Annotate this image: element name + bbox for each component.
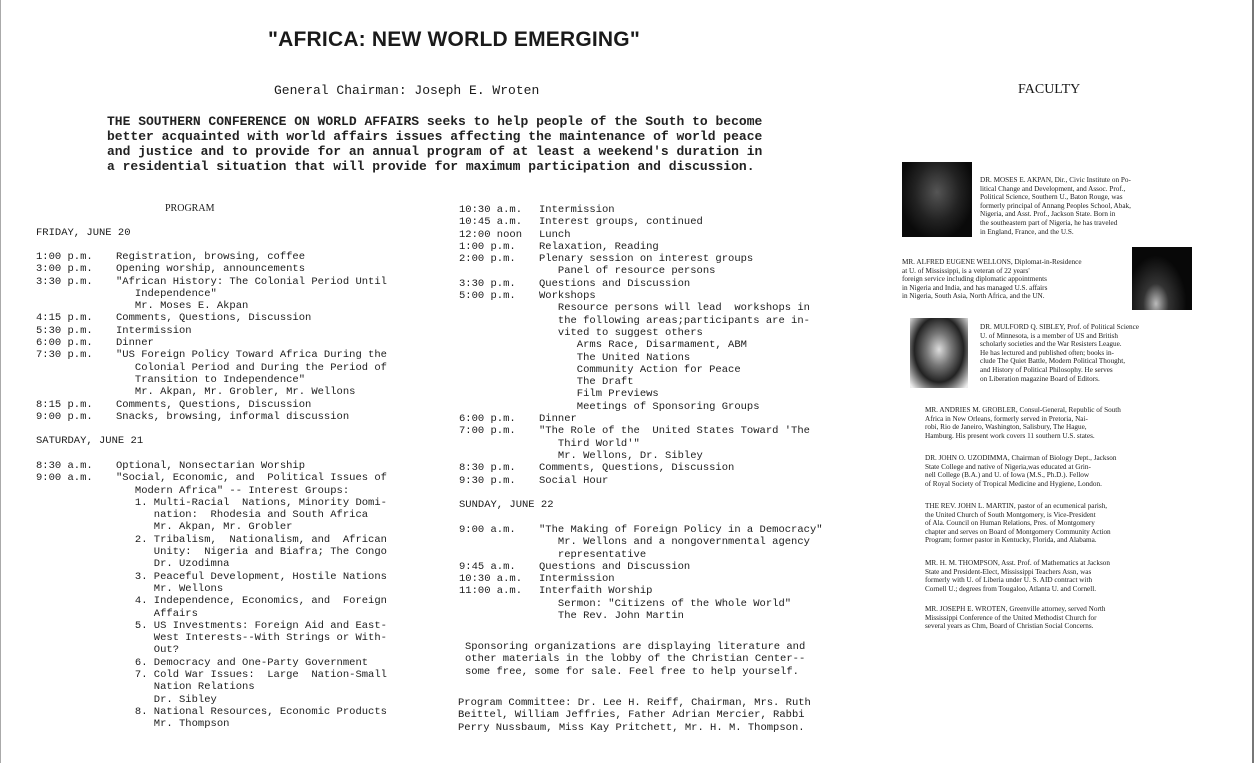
schedule-description: Interest groups, continued (539, 216, 703, 229)
schedule-time: 8:30 p.m. (459, 462, 516, 475)
schedule-time (459, 376, 539, 388)
schedule-row (459, 241, 819, 253)
bio-line: the southeastern part of Nigeria, he has traveled (980, 218, 1118, 227)
bio-line: Mississippi Conference of the United Methodist Church for (925, 613, 1097, 622)
schedule-row (36, 620, 396, 632)
schedule-description: 1. Multi-Racial Nations, Minority Domi- (116, 496, 387, 509)
schedule-time: 8:30 a.m. (36, 460, 93, 472)
bio-line: in Nigeria, South Asia, North Africa, and the UN. (902, 292, 1045, 301)
schedule-row (36, 312, 396, 324)
schedule-description: Interfaith Worship (539, 585, 653, 598)
bio-line: of Ala. Council on Human Relations, Pres. of Montgomery (925, 519, 1095, 528)
schedule-time (36, 718, 116, 730)
schedule-description: Intermission (116, 324, 192, 337)
schedule-description: Unity: Nigeria and Biafra; The Congo (116, 546, 387, 559)
bio-akpan (980, 176, 1131, 236)
schedule-description: Arms Race, Disarmament, ABM (539, 339, 747, 352)
schedule-description: Independence" (116, 287, 217, 300)
schedule-description: West Interests--With Strings or With- (116, 632, 387, 645)
schedule-row (36, 718, 396, 730)
saturday-heading: SATURDAY, JUNE 21 (36, 435, 144, 447)
schedule-row (459, 549, 829, 561)
schedule-description: Nation Relations (116, 681, 255, 694)
schedule-row (459, 475, 819, 487)
schedule-time (36, 497, 116, 509)
schedule-time: 3:30 p.m. (459, 277, 516, 290)
schedule-time (459, 327, 539, 339)
schedule-description: 8. National Resources, Economic Products (116, 705, 387, 718)
schedule-row (36, 657, 396, 669)
schedule-row (459, 573, 829, 585)
sponsoring-line: some free, some for sale. Feel free to help yourself. (465, 665, 799, 678)
bio-line: He has lectured and published often; books in- (980, 348, 1114, 357)
schedule-description: Panel of resource persons (539, 265, 716, 278)
schedule-time (459, 265, 539, 277)
bio-wellons (902, 258, 1082, 301)
intro-paragraph (107, 114, 763, 174)
schedule-row (459, 278, 819, 290)
schedule-description: Questions and Discussion (539, 560, 691, 573)
bio-line: in England, France, and the U.S. (980, 227, 1074, 236)
general-chairman: General Chairman: Joseph E. Wroten (274, 83, 540, 98)
schedule-time (36, 632, 116, 644)
schedule-row (459, 216, 819, 228)
bio-uzodimma (925, 454, 1116, 488)
schedule-time (459, 610, 539, 622)
sibley-photo (910, 318, 968, 388)
schedule-description: representative (539, 548, 647, 561)
schedule-row (36, 349, 396, 361)
bio-line: Nigeria, and Asst. Prof., Jackson State. Born in (980, 210, 1116, 219)
schedule-description: Affairs (116, 607, 198, 620)
intro-line: a residential situation that will provide for maximum participation and discussion. (107, 159, 755, 174)
friday-heading: FRIDAY, JUNE 20 (36, 227, 131, 239)
schedule-row (36, 337, 396, 349)
schedule-row (459, 610, 829, 622)
schedule-row (459, 265, 819, 277)
schedule-time (36, 534, 116, 546)
schedule-time: 4:15 p.m. (36, 312, 93, 325)
schedule-row (36, 362, 396, 374)
schedule-description: "The Making of Foreign Policy in a Democracy" (539, 524, 823, 536)
bio-line: Political Science, Southern U., Baton Rouge, was (980, 193, 1123, 202)
bio-line: formerly principal of Annang Peoples School, Abak, (980, 201, 1131, 210)
schedule-time (36, 546, 116, 558)
schedule-description: Film Previews (539, 388, 659, 401)
schedule-time (36, 681, 116, 693)
bio-line: foreign service including diplomatic appointments (902, 275, 1047, 284)
schedule-time (36, 288, 116, 300)
bio-thompson (925, 559, 1110, 593)
schedule-row (36, 534, 396, 546)
schedule-time: 5:00 p.m. (459, 290, 516, 303)
schedule-description: Registration, browsing, coffee (116, 251, 306, 263)
bio-line: scholarly societies and the War Resisters League. (980, 340, 1122, 349)
schedule-description: Comments, Questions, Discussion (116, 312, 312, 325)
schedule-row (459, 561, 829, 573)
schedule-description: The Rev. John Martin (539, 610, 684, 623)
wellons-photo (1132, 247, 1192, 310)
schedule-time (459, 401, 539, 413)
schedule-row (459, 253, 819, 265)
schedule-row (459, 352, 819, 364)
intro-line: better acquainted with world affairs issues affecting the maintenance of world peace (107, 129, 763, 144)
schedule-row (36, 325, 396, 337)
schedule-row (459, 598, 829, 610)
schedule-row (36, 694, 396, 706)
schedule-description: Community Action for Peace (539, 363, 741, 376)
schedule-description: Optional, Nonsectarian Worship (116, 460, 306, 472)
schedule-row (36, 608, 396, 620)
bio-line: nell College (B.A.) and U. of Iowa (M.S., Ph.D.). Fellow (925, 471, 1090, 480)
schedule-time (459, 536, 539, 548)
sponsoring-note (465, 641, 805, 678)
schedule-row (36, 472, 396, 484)
program-label: PROGRAM (165, 203, 215, 214)
saturday-schedule (36, 460, 396, 731)
schedule-row (36, 571, 396, 583)
schedule-row (36, 558, 396, 570)
schedule-row (36, 485, 396, 497)
intro-line: THE SOUTHERN CONFERENCE ON WORLD AFFAIRS seeks to help people of the South to become (107, 114, 763, 129)
schedule-time (36, 669, 116, 681)
schedule-row (36, 521, 396, 533)
schedule-time (36, 362, 116, 374)
schedule-time: 7:30 p.m. (36, 349, 93, 362)
schedule-row (36, 583, 396, 595)
schedule-description: Comments, Questions, Discussion (116, 398, 312, 411)
schedule-time: 9:30 p.m. (459, 474, 516, 487)
schedule-time (459, 302, 539, 314)
schedule-description: Intermission (539, 204, 615, 216)
schedule-row (36, 411, 396, 423)
schedule-time (459, 438, 539, 450)
schedule-row (459, 376, 819, 388)
sponsoring-line: other materials in the lobby of the Christian Center-- (465, 653, 806, 666)
schedule-row (459, 450, 819, 462)
schedule-row (36, 509, 396, 521)
sponsoring-line: Sponsoring organizations are displaying literature and (465, 641, 806, 653)
schedule-row (36, 263, 396, 275)
schedule-description: "Social, Economic, and Political Issues of (116, 472, 387, 485)
schedule-description: Relaxation, Reading (539, 240, 659, 253)
schedule-row (36, 546, 396, 558)
schedule-row (459, 327, 819, 339)
schedule-row (459, 388, 819, 400)
schedule-description: 7. Cold War Issues: Large Nation-Small (116, 669, 387, 682)
schedule-row (36, 669, 396, 681)
schedule-time (36, 608, 116, 620)
schedule-description: 4. Independence, Economics, and Foreign (116, 595, 387, 608)
bio-line: THE REV. JOHN L. MARTIN, pastor of an ecumenical parish, (925, 502, 1108, 510)
page-title: "AFRICA: NEW WORLD EMERGING" (268, 28, 640, 51)
bio-line: on Liberation magazine Board of Editors. (980, 374, 1100, 383)
committee-line: Program Committee: Dr. Lee H. Reiff, Chairman, Mrs. Ruth (458, 697, 811, 709)
schedule-row (459, 229, 819, 241)
schedule-row (459, 536, 829, 548)
schedule-time: 1:00 p.m. (36, 251, 93, 263)
bio-line: clude The Quiet Battle, Modern Political Thought, (980, 357, 1126, 366)
bio-wroten (925, 605, 1105, 631)
schedule-description: Sermon: "Citizens of the Whole World" (539, 597, 792, 610)
schedule-description: the following areas;participants are in- (539, 314, 810, 327)
schedule-time (459, 352, 539, 364)
schedule-description: The United Nations (539, 351, 691, 364)
schedule-description: Opening worship, announcements (116, 263, 306, 276)
schedule-description: Meetings of Sponsoring Groups (539, 400, 760, 413)
schedule-time: 9:00 a.m. (36, 472, 93, 485)
schedule-row (36, 706, 396, 718)
schedule-description: Modern Africa" -- Interest Groups: (116, 484, 350, 497)
bio-line: Africa in New Orleans, formerly served in Pretoria, Nai- (925, 414, 1088, 423)
schedule-row (459, 425, 819, 437)
page-edge (0, 0, 1, 763)
bio-line: State and President-Elect, Mississippi Teachers Assn, was (925, 567, 1092, 576)
schedule-row (36, 300, 396, 312)
schedule-time: 5:30 p.m. (36, 324, 93, 337)
bio-grobler (925, 406, 1121, 440)
schedule-description: 3. Peaceful Development, Hostile Nations (116, 570, 387, 583)
bio-line: Program; former pastor in Kentucky, Florida, and Alabama. (925, 536, 1097, 545)
schedule-time (36, 485, 116, 497)
bio-line: Hamburg. His present work covers 11 southern U.S. states. (925, 431, 1095, 440)
schedule-description: Questions and Discussion (539, 277, 691, 290)
bio-line: MR. JOSEPH E. WROTEN, Greenville attorney, served North (925, 605, 1106, 613)
schedule-time (36, 558, 116, 570)
bio-line: MR. ANDRIES M. GROBLER, Consul-General, Republic of South (925, 406, 1121, 414)
schedule-row (36, 276, 396, 288)
schedule-time (36, 583, 116, 595)
schedule-time (36, 386, 116, 398)
schedule-row (36, 399, 396, 411)
schedule-description: 6. Democracy and One-Party Government (116, 656, 369, 669)
schedule-row (36, 288, 396, 300)
schedule-description: Mr. Wellons and a nongovernmental agency (539, 536, 810, 549)
schedule-time (36, 694, 116, 706)
schedule-description: Workshops (539, 290, 596, 303)
schedule-description: Snacks, browsing, informal discussion (116, 410, 350, 423)
schedule-time (36, 571, 116, 583)
schedule-row (459, 204, 819, 216)
sunday-heading: SUNDAY, JUNE 22 (459, 499, 554, 511)
page-edge (1252, 0, 1254, 763)
schedule-time (36, 620, 116, 632)
schedule-time: 2:00 p.m. (459, 253, 516, 266)
schedule-time: 1:00 p.m. (459, 240, 516, 253)
schedule-row (36, 632, 396, 644)
schedule-time (459, 315, 539, 327)
schedule-row (459, 302, 819, 314)
schedule-time: 3:30 p.m. (36, 275, 93, 288)
bio-line: DR. MULFORD Q. SIBLEY, Prof. of Political Science (980, 323, 1139, 331)
schedule-time (36, 521, 116, 533)
schedule-row (36, 374, 396, 386)
akpan-photo (902, 162, 972, 237)
schedule-time (459, 549, 539, 561)
schedule-description: Comments, Questions, Discussion (539, 462, 735, 475)
committee-line: Beittel, William Jeffries, Father Adrian Mercier, Rabbi (458, 709, 805, 722)
schedule-row (459, 585, 829, 597)
schedule-time: 6:00 p.m. (459, 413, 516, 426)
bio-line: of Royal Society of Tropical Medicine and Hygiene, London. (925, 479, 1102, 488)
schedule-time: 7:00 p.m. (459, 425, 516, 438)
schedule-description: "African History: The Colonial Period Until (116, 275, 387, 288)
bio-martin (925, 502, 1111, 545)
schedule-time (459, 598, 539, 610)
schedule-row (459, 290, 819, 302)
schedule-time (36, 509, 116, 521)
schedule-time (36, 644, 116, 656)
bio-line: the United Church of South Montgomery, is Vice-President (925, 510, 1096, 519)
bio-line: formerly with U. of Liberia under U. S. AID contract with (925, 576, 1093, 585)
schedule-row (36, 460, 396, 472)
faculty-heading: FACULTY (1018, 82, 1081, 97)
bio-line: robi, Rio de Janeiro, Washington, Salisbury, The Hague, (925, 423, 1087, 432)
schedule-time (36, 595, 116, 607)
schedule-description: Intermission (539, 573, 615, 586)
program-committee (458, 697, 811, 734)
schedule-time: 9:00 a.m. (459, 524, 516, 536)
schedule-time (459, 450, 539, 462)
schedule-description: 2. Tribalism, Nationalism, and African (116, 533, 387, 546)
schedule-description: Mr. Thompson (116, 718, 230, 731)
schedule-time (459, 364, 539, 376)
schedule-time: 6:00 p.m. (36, 337, 93, 350)
intro-line: and justice and to provide for an annual program of at least a weekend's duration in (107, 144, 763, 159)
bio-line: at U. of Mississippi, is a veteran of 22 years' (902, 266, 1030, 275)
schedule-time (36, 374, 116, 386)
schedule-description: Lunch (539, 228, 571, 241)
schedule-row (459, 401, 819, 413)
schedule-description: Mr. Wellons, Dr. Sibley (539, 449, 703, 462)
bio-line: MR. ALFRED EUGENE WELLONS, Diplomat-in-Residence (902, 258, 1082, 266)
schedule-time: 10:30 a.m. (459, 573, 523, 586)
schedule-row (459, 339, 819, 351)
bio-line: U. of Minnesota, is a member of US and British (980, 331, 1118, 340)
schedule-description: Colonial Period and During the Period of (116, 361, 387, 374)
schedule-row (36, 644, 396, 656)
schedule-time: 10:30 a.m. (459, 204, 523, 216)
bio-line: State College and native of Nigeria,was educated at Grin- (925, 462, 1091, 471)
schedule-time (36, 706, 116, 718)
schedule-description: Plenary session on interest groups (539, 253, 754, 266)
schedule-time (459, 339, 539, 351)
schedule-time: 10:45 a.m. (459, 216, 523, 229)
schedule-row (459, 524, 829, 536)
bio-line: MR. H. M. THOMPSON, Asst. Prof. of Mathematics at Jackson (925, 559, 1110, 567)
schedule-row (36, 386, 396, 398)
schedule-row (459, 364, 819, 376)
bio-sibley (980, 323, 1139, 383)
schedule-description: Out? (116, 644, 180, 657)
bio-line: DR. JOHN O. UZODIMMA, Chairman of Biology Dept., Jackson (925, 454, 1117, 462)
schedule-time: 9:00 p.m. (36, 410, 93, 423)
schedule-row (459, 315, 819, 327)
schedule-description: The Draft (539, 376, 634, 389)
schedule-time: 12:00 noon (459, 228, 523, 241)
schedule-time: 8:15 p.m. (36, 398, 93, 411)
schedule-description: Resource persons will lead workshops in (539, 302, 810, 315)
schedule-time (36, 657, 116, 669)
schedule-description: Dinner (539, 413, 577, 426)
schedule-row (459, 438, 819, 450)
friday-schedule (36, 251, 396, 423)
bio-line: DR. MOSES E. AKPAN, Dir., Civic Institute on Po- (980, 176, 1131, 184)
bio-line: in Nigeria and India, and has managed U.S. affairs (902, 283, 1048, 292)
schedule-description: 5. US Investments: Foreign Aid and East- (116, 619, 387, 632)
saturday-continued-schedule (459, 204, 819, 487)
schedule-description: Transition to Independence" (116, 373, 306, 386)
schedule-row (459, 462, 819, 474)
schedule-description: Dr. Uzodimna (116, 558, 230, 571)
schedule-row (36, 251, 396, 263)
schedule-description: Social Hour (539, 474, 609, 487)
schedule-description: Mr. Wellons (116, 582, 224, 595)
schedule-time (459, 388, 539, 400)
schedule-description: "The Role of the United States Toward 'The (539, 425, 810, 438)
schedule-description: nation: Rhodesia and South Africa (116, 509, 369, 522)
schedule-description: "US Foreign Policy Toward Africa During the (116, 349, 387, 362)
schedule-row (36, 681, 396, 693)
schedule-row (36, 497, 396, 509)
sunday-schedule (459, 524, 829, 622)
schedule-description: vited to suggest others (539, 326, 703, 339)
schedule-row (459, 413, 819, 425)
schedule-time (36, 300, 116, 312)
bio-line: litical Change and Development, and Assoc. Prof., (980, 184, 1126, 193)
bio-line: Cornell U.; degrees from Tougaloo, Atlanta U. and Cornell. (925, 584, 1097, 593)
schedule-description: Dr. Sibley (116, 693, 217, 706)
committee-line: Perry Nussbaum, Miss Kay Pritchett, Mr. H. M. Thompson. (458, 721, 805, 734)
schedule-time: 3:00 p.m. (36, 263, 93, 276)
schedule-time: 11:00 a.m. (459, 585, 523, 598)
bio-line: and History of Political Philosophy. He serves (980, 365, 1113, 374)
schedule-description: Mr. Moses E. Akpan (116, 300, 249, 313)
schedule-description: Third World'" (539, 437, 640, 450)
schedule-row (36, 595, 396, 607)
schedule-description: Dinner (116, 337, 154, 350)
schedule-description: Mr. Akpan, Mr. Grobler, Mr. Wellons (116, 386, 356, 399)
schedule-time: 9:45 a.m. (459, 560, 516, 573)
bio-line: chapter and serves on Board of Montgomery Community Action (925, 527, 1111, 536)
schedule-description: Mr. Akpan, Mr. Grobler (116, 521, 293, 534)
bio-line: several years as Chm, Board of Christian Social Concerns. (925, 622, 1094, 631)
